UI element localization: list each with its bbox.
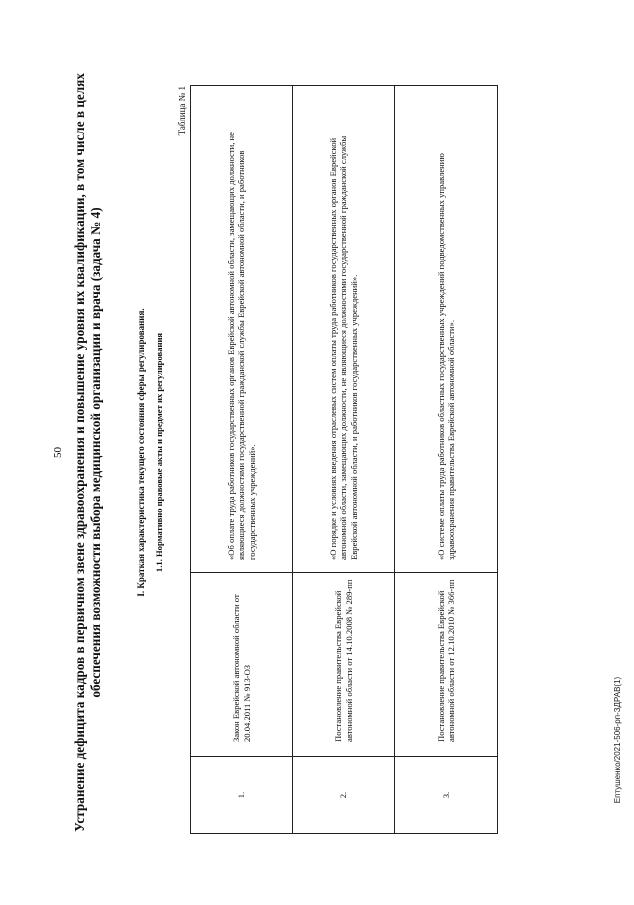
legal-acts-table [190, 85, 498, 834]
row-number: 2. [293, 757, 395, 834]
footer-code-text: Ептушенко/2021-506-рп-ЗДРАВ(1) [613, 676, 622, 804]
page-number: 50 [52, 447, 64, 458]
document-title: Устранение дефицита кадров в первичном звене здравоохранения и повышение уровня их квалификации, в том числе в целях обеспечения возможности выбора медицинской организации и врача (задача № 4) [72, 73, 103, 832]
subsection-heading: 1.1. Нормативно правовые акты и предмет их регулирования [154, 332, 164, 573]
row-number: 3. [395, 757, 498, 834]
table-row [191, 86, 293, 834]
table-row [395, 86, 498, 834]
regulation-subject: «Об оплате труда работников государственных органов Еврейской автономной области, замещающих должности, не являющиеся должностями государственной гражданской службы Еврейской автономной области, и работников государственных учреждений». [191, 86, 293, 573]
regulation-subject: «О системе оплаты труда работников областных государственных учреждений подведомственных управлению здравоохранения правительства Еврейской автономной области». [395, 86, 498, 573]
section-heading: I. Краткая характеристика текущего состояния сферы регулирования. [136, 308, 146, 597]
regulation-subject: «О порядке и условиях введения отраслевых систем оплаты труда работников государственных органов Еврейской автономной области, замещающих должности, не являющиеся должностями государственной гражданской службы Еврейской автономной области, и работников государственных учреждений». [293, 86, 395, 573]
document-footer-code [598, 618, 630, 863]
row-number: 1. [191, 757, 293, 834]
table-row [293, 86, 395, 834]
footer-code-svg [598, 618, 630, 863]
legal-act-name: Закон Еврейской автономной области от 20.04.2011 № 913-ОЗ [191, 573, 293, 757]
table-caption: Таблица № 1 [177, 86, 187, 136]
legal-act-name: Постановление правительства Еврейской автономной области от 12.10.2010 № 366-пп [395, 573, 498, 757]
legal-act-name: Постановление правительства Еврейской автономной области от 14.10.2008 № 289-пп [293, 573, 395, 757]
